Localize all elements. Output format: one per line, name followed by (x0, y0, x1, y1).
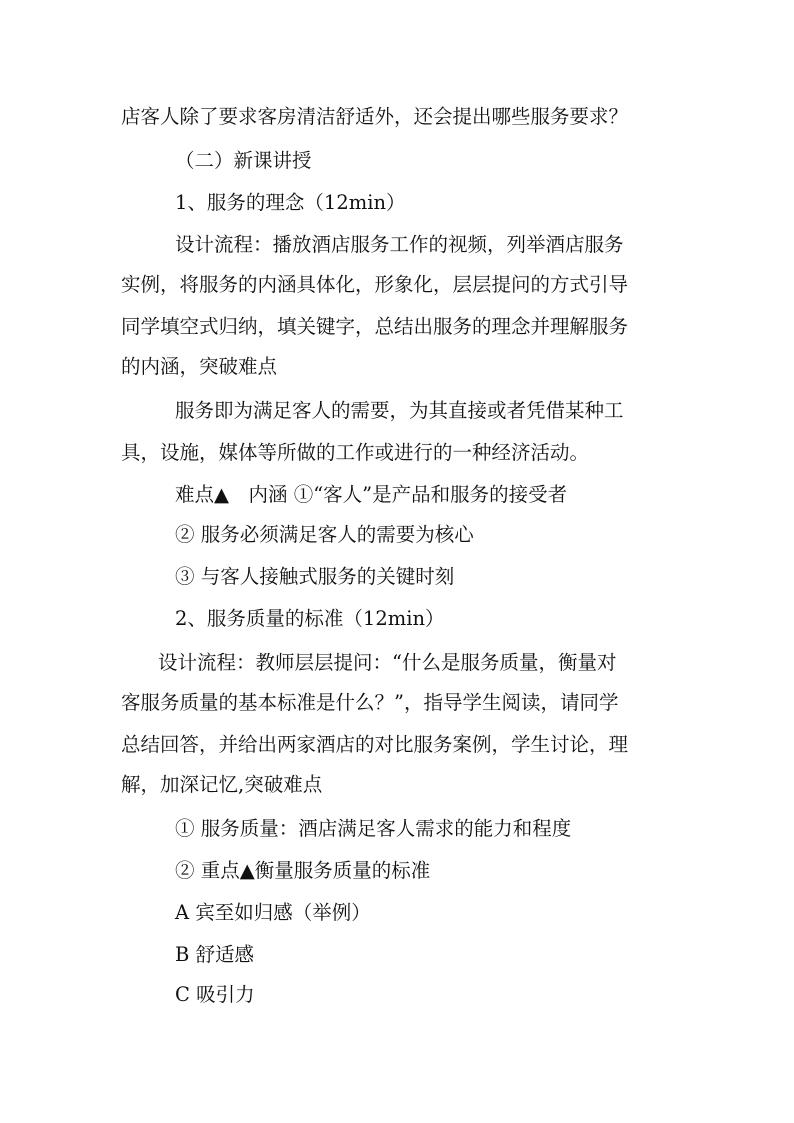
list-item: ② 服务必须满足客人的需要为核心 (175, 523, 474, 546)
list-item: ③ 与客人接触式服务的关键时刻 (175, 565, 455, 588)
text-line: 的内涵，突破难点 (121, 355, 278, 378)
list-item: C 吸引力 (175, 983, 255, 1006)
text-line: 客服务质量的基本标准是什么？”，指导学生阅读，请同学 (121, 691, 619, 714)
subsection-heading: 1、服务的理念（12min） (175, 191, 406, 214)
text-line: 总结回答，并给出两家酒店的对比服务案例，学生讨论，理 (121, 733, 629, 756)
subsection-heading: 2、服务质量的标准（12min） (175, 607, 445, 630)
text-line: 具，设施，媒体等所做的工作或进行的一种经济活动。 (121, 441, 590, 464)
text-line: 设计流程：播放酒店服务工作的视频，列举酒店服务 (175, 233, 624, 256)
text-line: 同学填空式归纳，填关键字，总结出服务的理念并理解服务 (121, 315, 629, 338)
section-heading: （二）新课讲授 (175, 149, 312, 172)
list-item: 难点▲ 内涵 ①“客人”是产品和服务的接受者 (175, 483, 568, 506)
text-line: 设计流程：教师层层提问：“什么是服务质量，衡量对 (158, 651, 617, 674)
text-line: 店客人除了要求客房清洁舒适外，还会提出哪些服务要求？ (121, 105, 629, 128)
list-item: B 舒适感 (175, 943, 255, 966)
text-line: 解，加深记忆,突破难点 (121, 773, 323, 796)
list-item: A 宾至如归感（举例） (175, 901, 371, 924)
text-line: 服务即为满足客人的需要，为其直接或者凭借某种工 (175, 399, 624, 422)
list-item: ② 重点▲衡量服务质量的标准 (175, 859, 431, 882)
list-item: ① 服务质量：酒店满足客人需求的能力和程度 (175, 817, 572, 840)
text-line: 实例，将服务的内涵具体化，形象化，层层提问的方式引导 (121, 273, 629, 296)
